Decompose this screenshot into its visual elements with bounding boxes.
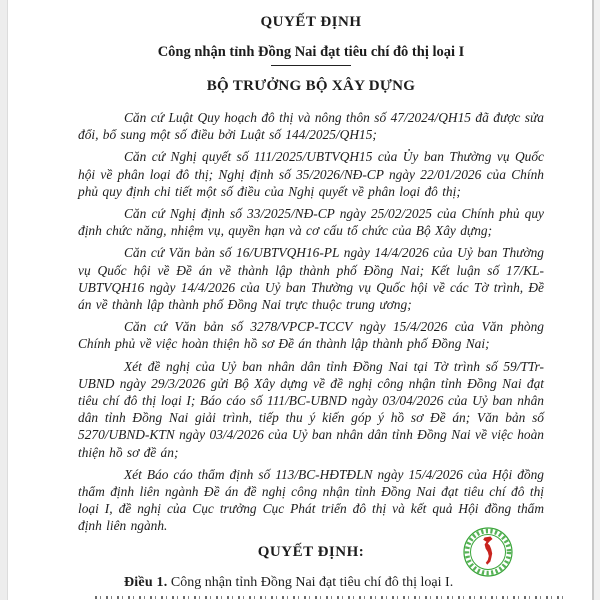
vietnam-seal-icon xyxy=(462,526,514,578)
preamble-paragraph: Căn cứ Nghị quyết số 111/2025/UBTVQH15 của Ủy ban Thường vụ Quốc hội về phân loại đô thị; Nghị định số 35/2026/NĐ-CP ngày 22/01/2026 của Chính phủ quy định chi tiết một số điều của Nghị quyết về phân loại đô thị; xyxy=(78,149,544,199)
vietnam-seal-svg xyxy=(462,526,514,578)
preamble-paragraph: Căn cứ Văn bản số 16/UBTVQH16-PL ngày 14/4/2026 của Uỷ ban Thường vụ Quốc hội về Đề án về thành lập thành phố Đồng Nai; Kết luận số 17/KL-UBTVQH16 ngày 14/4/2026 của Uỷ ban Thường vụ Quốc hội về các Tờ trình, Đề án về thành lập thành phố Đồng Nai trực thuộc trung ương; xyxy=(78,245,544,313)
preamble-paragraph: Căn cứ Văn bản số 3278/VPCP-TCCV ngày 15/4/2026 của Văn phòng Chính phủ về việc hoàn thiện hồ sơ Đề án thành lập thành phố Đồng Nai; xyxy=(78,319,544,352)
preamble-paragraph: Xét Báo cáo thẩm định số 113/BC-HĐTĐLN ngày 15/4/2026 của Hội đồng thẩm định liên ngành Đề án đề nghị công nhận tỉnh Đồng Nai đạt tiêu chí đô thị loại I, đề nghị của Cục trưởng Cục Phát triển đô thị và kết quả Hội đồng thẩm định liên ngành. xyxy=(78,466,544,534)
article-1-text: Công nhận tỉnh Đồng Nai đạt tiêu chí đô thị loại I. xyxy=(170,574,454,590)
preamble-paragraph: Căn cứ Luật Quy hoạch đô thị và nông thôn số 47/2024/QH15 đã được sửa đổi, bổ sung một số điều bởi Luật số 144/2025/QH15; xyxy=(78,110,544,143)
article-1-label: Điều 1. xyxy=(124,574,168,590)
doc-subtitle: Công nhận tỉnh Đồng Nai đạt tiêu chí đô thị loại I xyxy=(157,44,465,60)
preamble-paragraph: Căn cứ Nghị định số 33/2025/NĐ-CP ngày 25/02/2025 của Chính phủ quy định chức năng, nhiệm vụ, quyền hạn và cơ cấu tổ chức của Bộ Xây dựng; xyxy=(78,206,544,239)
authority-title: BỘ TRƯỞNG BỘ XÂY DỰNG xyxy=(206,78,416,94)
preamble-section xyxy=(78,109,544,535)
preamble-paragraph: Xét đề nghị của Uỷ ban nhân dân tỉnh Đồng Nai tại Tờ trình số 59/TTr-UBND ngày 29/3/2026 gửi Bộ Xây dựng về đề nghị công nhận tỉnh Đồng Nai đạt tiêu chí đô thị loại I; Báo cáo số 111/BC-UBND ngày 03/04/2026 của Uỷ ban nhân dân tỉnh Đồng Nai giải trình, tiếp thu ý kiến góp ý hồ sơ Đề án; Văn bản số 5270/UBND-KTN ngày 03/4/2026 của Uỷ ban nhân dân tỉnh Đồng Nai về việc hoàn thiện hồ sơ đề án; xyxy=(78,358,544,460)
doc-title: QUYẾT ĐỊNH xyxy=(260,14,362,30)
title-divider xyxy=(271,65,351,66)
decision-heading: QUYẾT ĐỊNH: xyxy=(257,543,365,560)
cutoff-next-line xyxy=(95,596,563,599)
